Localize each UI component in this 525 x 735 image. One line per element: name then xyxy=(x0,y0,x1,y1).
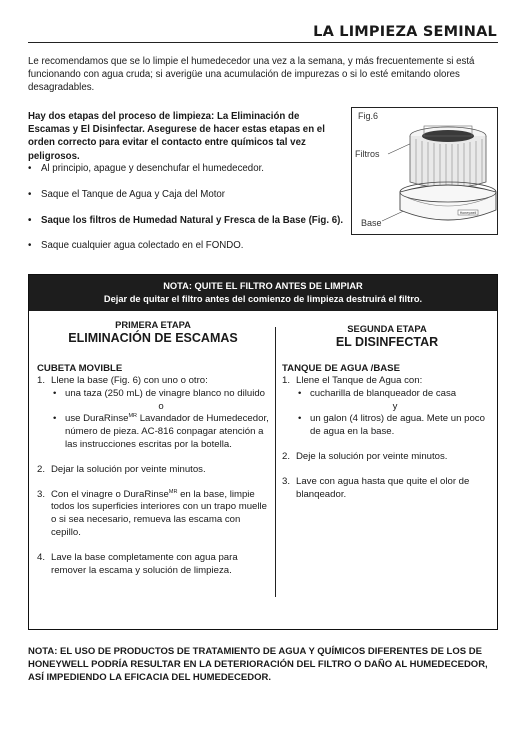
step-text: Llene la base (Fig. 6) con uno o otro: xyxy=(51,375,208,386)
option-separator: y xyxy=(392,400,398,412)
step-item xyxy=(282,451,492,464)
step-number: 2. xyxy=(37,463,46,475)
intro-paragraph: Le recomendamos que se lo limpie el humedecedor una vez a la semana, y más frecuentemente si está funcionando con agua cruda; si averigüe una acumulación de impurezas o si lo esté emitando olores desagradables. xyxy=(28,56,475,94)
note-banner xyxy=(29,275,497,311)
stage-1-label: PRIMERA ETAPA xyxy=(115,319,191,330)
header-rule xyxy=(28,42,498,43)
option-item: • una taza (250 mL) de vinagre blanco no diluido xyxy=(53,388,269,401)
list-item: • Saque el Tanque de Agua y Caja del Motor xyxy=(28,188,348,201)
stage-2-steps xyxy=(282,375,492,501)
note-subtitle: Dejar de quitar el filtro antes del comienzo de limpieza destruirá el filtro. xyxy=(103,294,423,304)
stage-1-subheading: CUBETA MOVIBLE xyxy=(37,363,123,374)
step-item: 3. Con el vinagre o DuraRinse$^{MR}$ en la base, limpie todos los superficies interiores con un trapo muelle o si sea necesario, remueva las escama con cepillo. xyxy=(37,488,267,538)
base-label: Base xyxy=(361,218,382,228)
option-item: • cucharilla de blanqueador de casa xyxy=(298,388,492,401)
stage-2-label: SEGUNDA ETAPA xyxy=(347,323,427,334)
figure-label: Fig.6 xyxy=(358,111,379,121)
page-title: LA LIMPIEZA SEMINAL xyxy=(313,24,497,40)
step-number: 2. xyxy=(282,450,291,462)
step-item xyxy=(37,552,269,578)
note-title: NOTA: QUITE EL FILTRO ANTES DE LIMPIAR xyxy=(163,281,363,291)
step-text: Lave la base completamente con agua para remover la escama y solución de limpieza. xyxy=(51,551,238,576)
humidifier-base-illustration xyxy=(352,108,499,236)
step-item xyxy=(282,476,492,502)
cleaning-stages-box xyxy=(28,274,498,630)
list-item: • Al principio, apague y desenchufar el humedecedor. xyxy=(28,162,348,175)
trademark-mark: MR xyxy=(168,488,178,495)
step-text: Deje la solución por veinte minutos. xyxy=(296,450,448,462)
filters-label: Filtros xyxy=(355,149,380,159)
option-item: • use DuraRinse$^{MR}$ Lavandador de Humedecedor, número de pieza. AC-816 conpagar atención a las instrucciones escritas por la botella. xyxy=(53,413,269,451)
figure-6-humidifier-base xyxy=(351,107,498,235)
step-number: 4. xyxy=(37,551,46,563)
step-item xyxy=(37,375,269,452)
preparation-list xyxy=(28,162,348,265)
list-item: • Saque los filtros de Humedad Natural y Fresca de la Base (Fig. 6). xyxy=(28,214,348,227)
stage-1-column xyxy=(37,319,269,577)
brand-mark: Honeywell xyxy=(459,211,477,215)
stage-2-subheading: TANQUE DE AGUA /BASE xyxy=(282,363,400,374)
option-item: • un galon (4 litros) de agua. Mete un poco de agua en la base. xyxy=(298,413,492,439)
stage-2-title: EL DISINFECTAR xyxy=(335,335,439,349)
step-options xyxy=(53,388,269,452)
step-number: 1. xyxy=(37,375,46,386)
step-number: 1. xyxy=(282,375,291,386)
option-separator: o xyxy=(158,400,164,412)
warning-note: NOTA: EL USO DE PRODUCTOS DE TRATAMIENTO DE AGUA Y QUÍMICOS DIFERENTES DE LOS DE HONEYWELL PODRÍA RESULTAR EN LA DETERIORACIÓN DEL FILTRO O DAÑO AL HUMEDECEDOR, ASÍ IMPEDIENDO LA EFICACIA DEL HUMEDECEDOR. xyxy=(28,646,488,684)
trademark-mark: MR xyxy=(128,413,138,420)
stages-paragraph: Hay dos etapas del proceso de limpieza: La Eliminación de Escamas y El Disinfectar. Asegurese de hacer estas etapas en el orden correcto para evitar el contacto entre químicos tal vez peligrosos. xyxy=(28,111,325,162)
stage-1-steps xyxy=(37,375,269,577)
step-text: Dejar la solución por veinte minutos. xyxy=(51,463,206,475)
step-number: 3. xyxy=(282,475,291,487)
step-item xyxy=(37,464,269,477)
stage-2-column xyxy=(282,319,492,501)
step-options xyxy=(298,388,492,439)
step-text: Lave con agua hasta que quite el olor de blanqeador. xyxy=(296,475,470,500)
step-item xyxy=(282,375,492,439)
column-divider xyxy=(275,327,276,597)
step-number: 3. xyxy=(37,488,46,500)
list-item: • Saque cualquier agua colectado en el FONDO. xyxy=(28,239,348,252)
step-text: Llene el Tanque de Agua con: xyxy=(296,375,423,386)
stage-1-title: ELIMINACIÓN DE ESCAMAS xyxy=(68,331,238,345)
